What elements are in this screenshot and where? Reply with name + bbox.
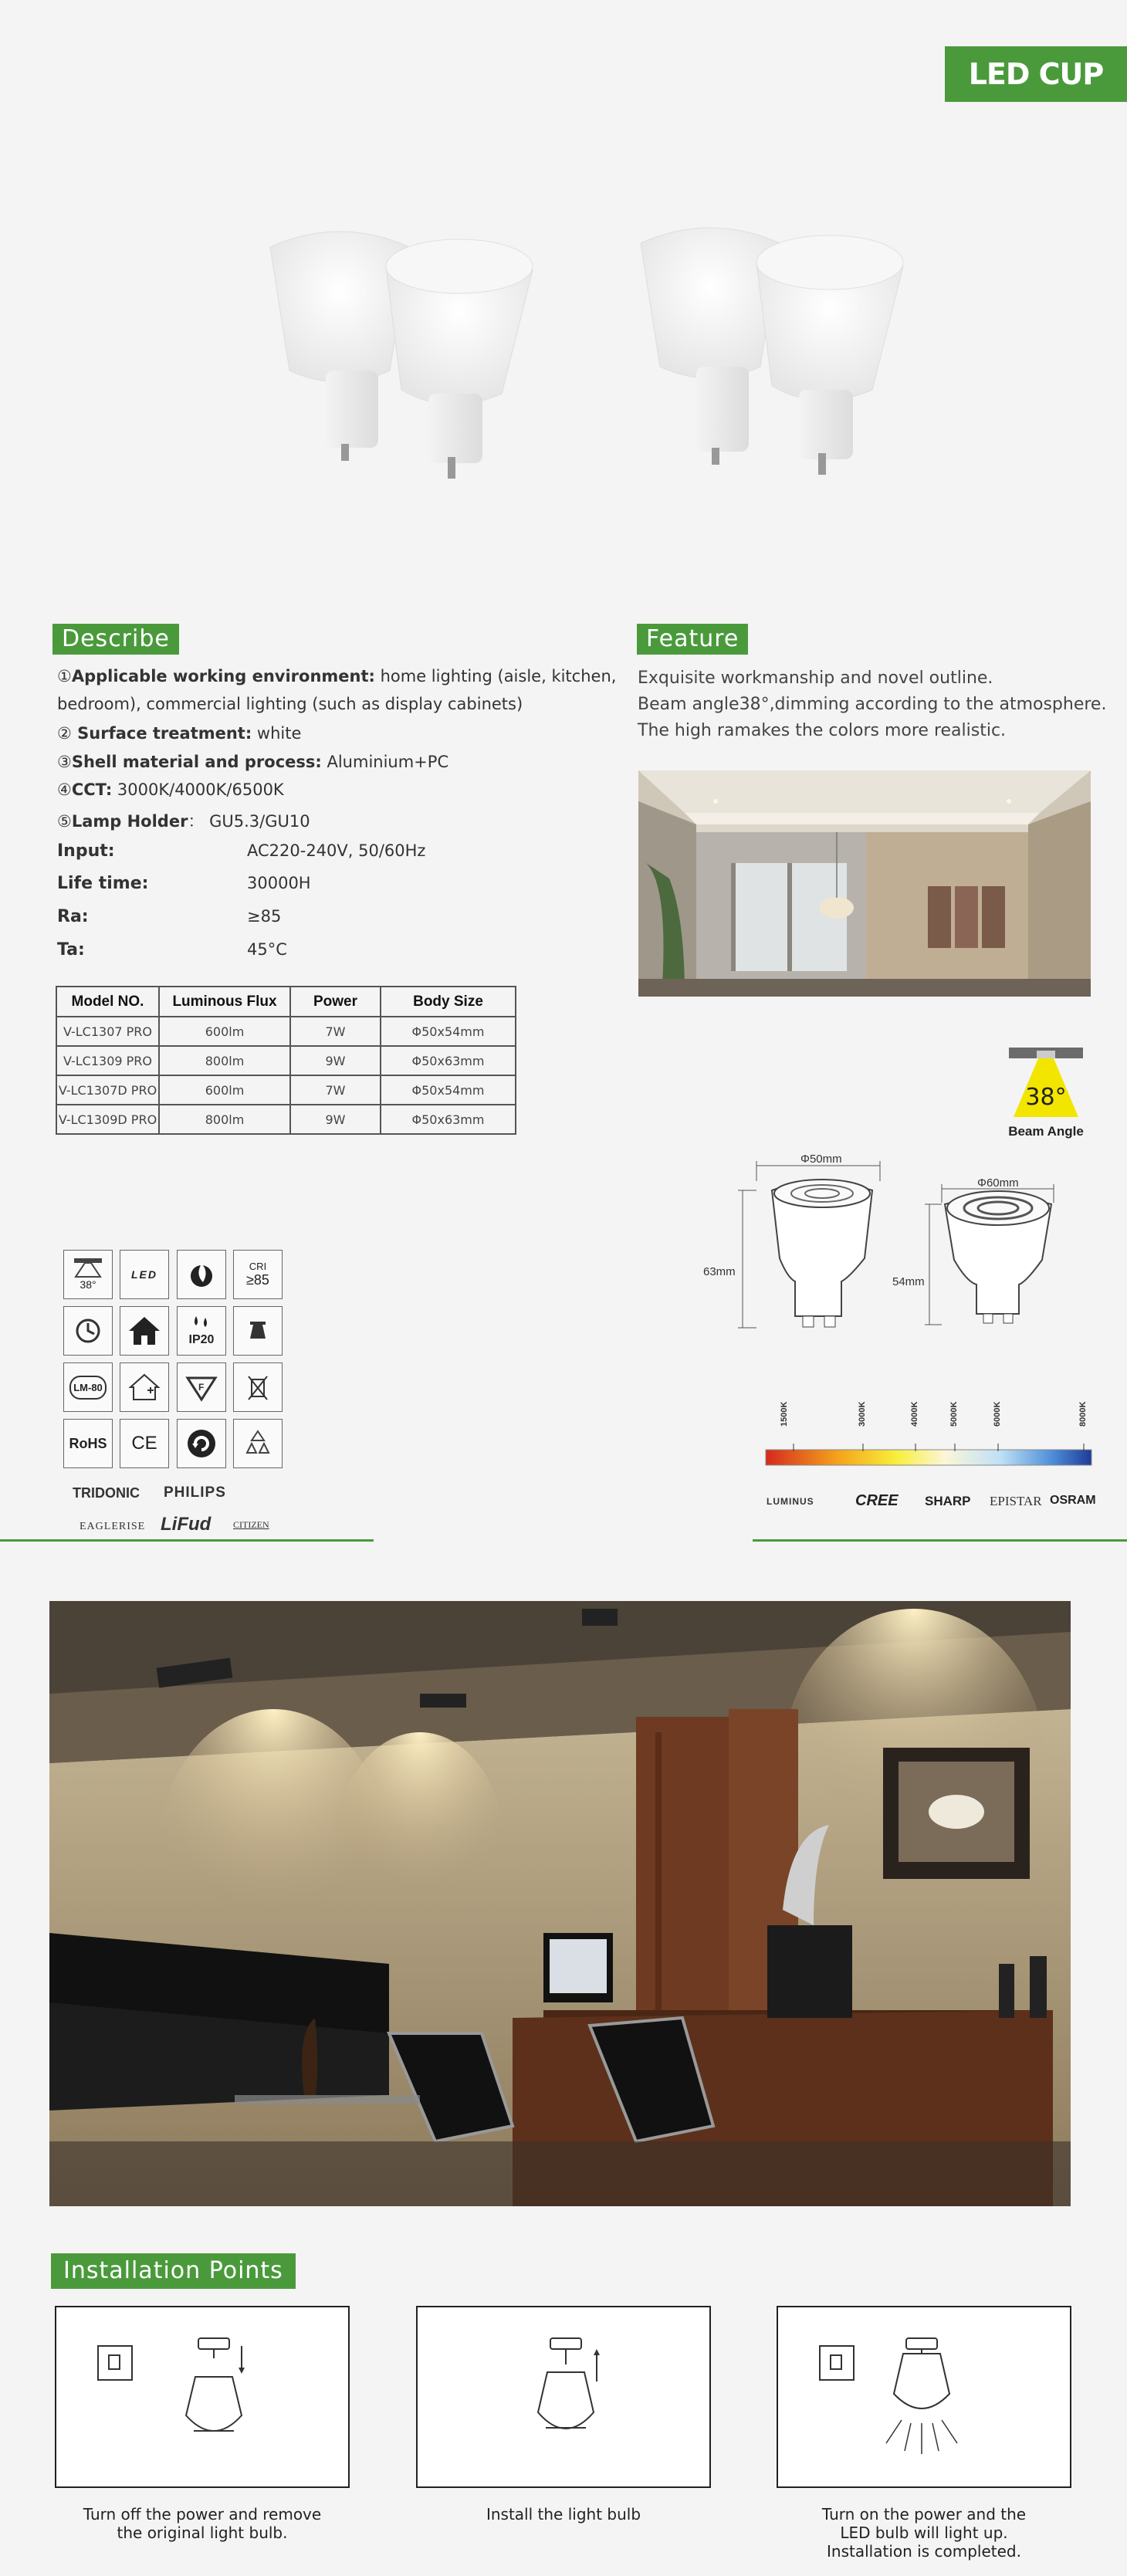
spec-value: ≥85 — [247, 907, 282, 926]
describe-line: bedroom), commercial lighting (such as display cabinets) — [57, 695, 523, 713]
spec-value: 30000H — [247, 874, 311, 892]
describe-line: ③Shell material and process: Aluminium+PC — [57, 753, 449, 771]
beam-angle-value: 38° — [1025, 1084, 1067, 1111]
cert-icon-text: IP20 — [188, 1333, 215, 1346]
table-cell: 7W — [290, 1075, 381, 1105]
caption-line: Turn off the power and remove — [83, 2505, 322, 2524]
led-cert-icon — [120, 1250, 169, 1299]
install-step-3-box — [777, 2306, 1071, 2488]
energy-saving-icon — [177, 1250, 226, 1299]
install-step-2-illustration — [418, 2307, 712, 2490]
feature-section-title: Feature — [637, 624, 748, 655]
ip-rating-icon — [177, 1306, 226, 1356]
cert-icon-text: 38° — [80, 1278, 96, 1291]
beam-angle-label: Beam Angle — [1008, 1124, 1084, 1139]
lifetime-cert-icon — [63, 1306, 113, 1356]
spec-key: Ta: — [57, 940, 85, 960]
feature-line: The high ramakes the colors more realistic. — [638, 721, 1007, 740]
spec-key: Life time: — [57, 874, 149, 893]
table-cell: 800lm — [159, 1105, 290, 1134]
brand-logo-epistar: EPISTAR — [990, 1494, 1042, 1508]
column-header: Luminous Flux — [159, 987, 290, 1017]
brand-logo-lifud: LiFud — [161, 1514, 212, 1535]
install-step-2-box — [416, 2306, 711, 2488]
brand-logo-citizen: CITIZEN — [233, 1519, 269, 1530]
feature-line: Exquisite workmanship and novel outline. — [638, 669, 993, 688]
spec-value: 45°C — [247, 940, 287, 959]
table-cell: 600lm — [159, 1075, 290, 1105]
table-cell: V-LC1309D PRO — [56, 1105, 159, 1134]
product-hero-image — [255, 208, 965, 517]
caption-line: Install the light bulb — [486, 2505, 641, 2524]
cct-tick-label: 8000K — [1078, 1401, 1088, 1427]
install-step-2-caption — [416, 2505, 711, 2524]
beam-angle-cert-icon — [63, 1250, 113, 1299]
spec-key: Input: — [57, 841, 115, 861]
f-mark-icon — [177, 1362, 226, 1412]
indoor-use-icon — [120, 1362, 169, 1412]
table-cell: Φ50x63mm — [381, 1105, 516, 1134]
table-cell: Φ50x63mm — [381, 1046, 516, 1075]
recycle-arrows-icon — [233, 1419, 283, 1468]
describe-section-title: Describe — [52, 624, 179, 655]
spec-value: AC220-240V, 50/60Hz — [247, 841, 426, 860]
table-row — [56, 1105, 516, 1134]
cert-icon-text: LED — [131, 1268, 157, 1281]
cct-tick-label: 3000K — [858, 1401, 867, 1427]
table-cell: V-LC1307D PRO — [56, 1075, 159, 1105]
lamp-pair-right — [641, 228, 903, 475]
installation-section-title: Installation Points — [51, 2253, 296, 2289]
rohs-cert-icon — [63, 1419, 113, 1468]
install-step-1-box — [55, 2306, 350, 2488]
cert-icon-text: CRI — [249, 1261, 267, 1272]
install-step-1-caption — [55, 2505, 350, 2542]
install-step-1-illustration — [56, 2307, 351, 2490]
section-divider-left — [0, 1539, 374, 1542]
cert-icon-text: LM-80 — [69, 1376, 107, 1400]
office-application-photo — [49, 1601, 1071, 2206]
table-header-row — [56, 987, 516, 1017]
table-row — [56, 1075, 516, 1105]
caption-line: LED bulb will light up. — [840, 2524, 1008, 2542]
living-room-photo — [638, 770, 1091, 997]
brand-logo-osram: OSRAM — [1050, 1494, 1096, 1507]
home-use-icon — [120, 1306, 169, 1356]
dimension-label: 54mm — [892, 1275, 925, 1288]
dimension-drawing-gu10 — [695, 1150, 895, 1335]
cert-icon-text: ≥85 — [246, 1272, 269, 1288]
describe-line: ⑤Lamp Holder： GU5.3/GU10 — [57, 812, 310, 831]
product-category-badge: LED CUP — [945, 46, 1127, 102]
spec-key: Ra: — [57, 907, 89, 926]
dimension-label: Φ50mm — [800, 1153, 842, 1166]
weee-bin-icon — [233, 1362, 283, 1412]
describe-line: ④CCT: 3000K/4000K/6500K — [57, 780, 284, 799]
ce-cert-icon — [120, 1419, 169, 1468]
recyclable-icon — [177, 1419, 226, 1468]
table-cell: Φ50x54mm — [381, 1075, 516, 1105]
brand-logo-tridonic: TRIDONIC — [73, 1485, 140, 1501]
section-divider-right — [753, 1539, 1127, 1542]
lm80-cert-icon — [63, 1362, 113, 1412]
dimension-label: Φ60mm — [977, 1176, 1019, 1190]
brand-logo-sharp: SHARP — [925, 1494, 971, 1508]
table-cell: V-LC1309 PRO — [56, 1046, 159, 1075]
cct-tick-label: 6000K — [993, 1401, 1002, 1427]
dimension-label: 63mm — [703, 1265, 736, 1278]
describe-line: ② Surface treatment: white — [57, 724, 302, 743]
table-cell: 7W — [290, 1017, 381, 1046]
table-row — [56, 1017, 516, 1046]
cert-icon-text: CE — [131, 1433, 157, 1454]
table-cell: Φ50x54mm — [381, 1017, 516, 1046]
table-cell: 800lm — [159, 1046, 290, 1075]
brand-logo-eaglerise: EAGLERISE — [80, 1521, 146, 1532]
caption-line: the original light bulb. — [117, 2524, 288, 2542]
column-header: Power — [290, 987, 381, 1017]
ceiling-lamp-icon — [233, 1306, 283, 1356]
table-cell: 9W — [290, 1046, 381, 1075]
describe-line: ①Applicable working environment: home lighting (aisle, kitchen, — [57, 667, 617, 685]
cct-color-scale — [764, 1405, 1096, 1467]
feature-line: Beam angle38°,dimming according to the atmosphere. — [638, 695, 1107, 714]
cct-tick-label: 5000K — [949, 1401, 959, 1427]
brand-logo-philips: PHILIPS — [164, 1484, 226, 1501]
table-cell: 600lm — [159, 1017, 290, 1046]
lamp-pair-left — [270, 232, 533, 479]
column-header: Model NO. — [56, 987, 159, 1017]
install-step-3-caption — [777, 2505, 1071, 2561]
caption-line: Turn on the power and the — [821, 2505, 1027, 2524]
brand-logo-cree: CREE — [855, 1492, 899, 1509]
dimension-drawing-mr16 — [919, 1173, 1073, 1328]
caption-line: Installation is completed. — [827, 2542, 1021, 2561]
cct-tick-label: 4000K — [910, 1401, 919, 1427]
cri-cert-icon — [233, 1250, 283, 1299]
table-cell: V-LC1307 PRO — [56, 1017, 159, 1046]
svg-text:F: F — [198, 1382, 205, 1393]
install-step-3-illustration — [778, 2307, 1073, 2490]
cert-icon-text: RoHS — [69, 1435, 107, 1451]
brand-logo-luminus: LUMINUS — [767, 1496, 814, 1507]
table-cell: 9W — [290, 1105, 381, 1134]
model-spec-table — [56, 986, 516, 1135]
column-header: Body Size — [381, 987, 516, 1017]
table-row — [56, 1046, 516, 1075]
cct-tick-label: 1500K — [780, 1401, 789, 1427]
